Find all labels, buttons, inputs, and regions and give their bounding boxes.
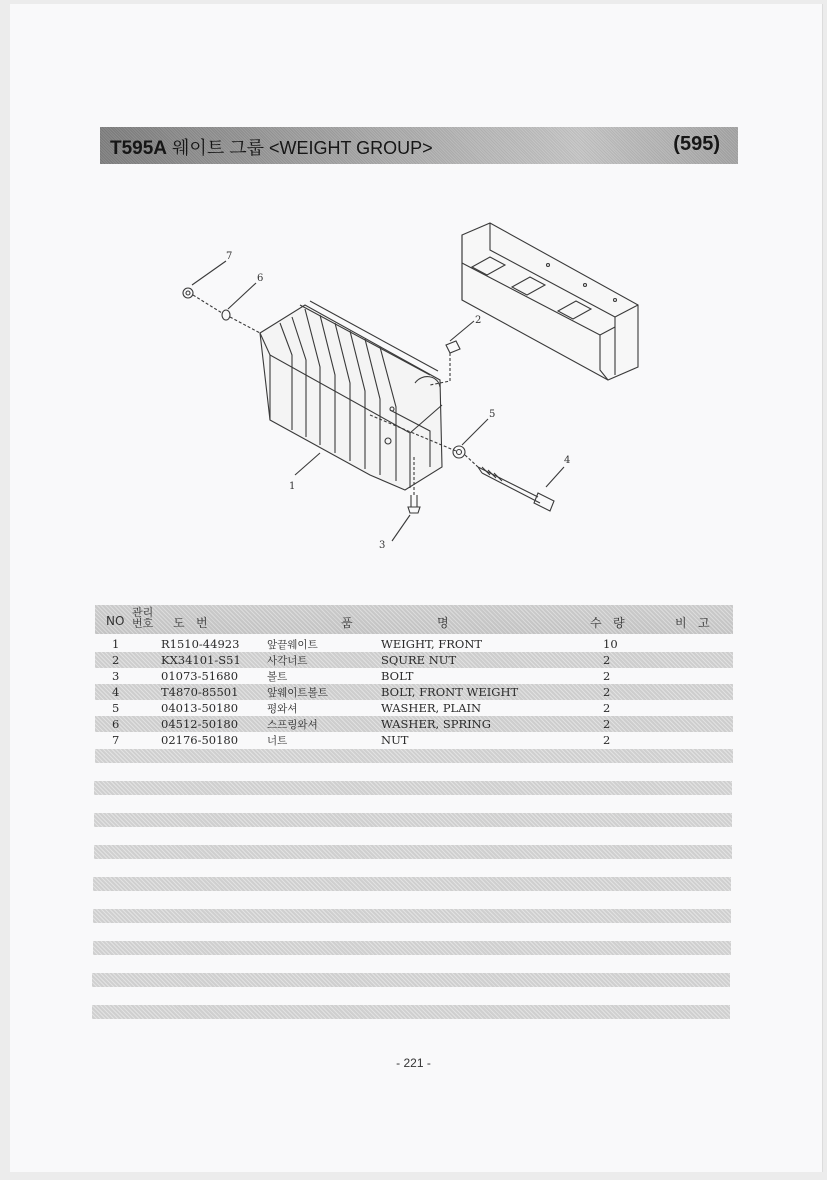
row-no: 7: [112, 733, 120, 747]
group-code: T595A: [110, 138, 168, 159]
row-quantity: 2: [603, 669, 611, 683]
row-english-name: SQURE NUT: [381, 653, 457, 667]
row-korean-name: 앞끝웨이트: [267, 639, 318, 651]
callout-7: 7: [226, 251, 233, 262]
callout-1: 1: [289, 481, 296, 492]
page-title: [110, 134, 433, 160]
title-bar: [100, 127, 738, 164]
table-row: [95, 668, 733, 684]
row-korean-name: 평와셔: [267, 703, 298, 715]
empty-row-stripe: [92, 973, 730, 987]
header-name-right: 명: [437, 616, 449, 630]
empty-row-stripe: [95, 749, 733, 763]
page-number: - 221 -: [396, 1056, 431, 1070]
row-part-number: R1510-44923: [161, 637, 240, 651]
row-korean-name: 사각너트: [267, 655, 308, 667]
empty-row-stripe: [93, 877, 731, 891]
page-reference: (595): [673, 133, 720, 155]
row-english-name: BOLT: [381, 669, 414, 683]
callout-4: 4: [564, 455, 571, 466]
empty-row-stripe: [94, 813, 732, 827]
row-korean-name: 너트: [267, 735, 288, 747]
row-no: 1: [112, 637, 120, 651]
row-part-number: 02176-50180: [161, 733, 239, 747]
row-quantity: 10: [603, 637, 618, 651]
row-no: 3: [112, 669, 120, 683]
weight-stack-drawing: [260, 301, 442, 490]
row-no: 4: [112, 685, 120, 699]
header-ref-top: 관리: [132, 606, 154, 619]
empty-row-stripe: [93, 909, 731, 923]
table-row: [95, 684, 733, 700]
empty-row-stripe: [92, 1005, 730, 1019]
row-korean-name: 볼트: [267, 671, 288, 683]
row-english-name: WASHER, SPRING: [381, 717, 491, 731]
row-part-number: 01073-51680: [161, 669, 239, 683]
header-ref-bottom: 번호: [132, 617, 154, 630]
empty-row-stripe: [94, 781, 732, 795]
callout-2: 2: [475, 315, 482, 326]
parts-table-header: [95, 605, 733, 634]
callout-5: 5: [489, 409, 496, 420]
page-sheet: [10, 4, 823, 1172]
table-row: [95, 652, 733, 668]
row-english-name: NUT: [381, 733, 409, 747]
row-english-name: WEIGHT, FRONT: [381, 637, 483, 651]
callout-3: 3: [379, 540, 386, 551]
row-no: 6: [112, 717, 120, 731]
row-no: 5: [112, 701, 120, 715]
header-ref-no: [132, 607, 153, 629]
row-part-number: T4870-85501: [161, 685, 239, 699]
header-name-left: 품: [341, 616, 353, 630]
header-no: NO: [106, 614, 125, 628]
header-drawing-no: 도 번: [173, 616, 208, 630]
exploded-parts-diagram: [160, 205, 660, 555]
header-remarks: 비 고: [675, 616, 710, 630]
row-quantity: 2: [603, 717, 611, 731]
weight-bracket-drawing: [462, 223, 638, 380]
row-quantity: 2: [603, 653, 611, 667]
row-quantity: 2: [603, 685, 611, 699]
row-quantity: 2: [603, 733, 611, 747]
table-row: [95, 716, 733, 732]
table-row: [95, 732, 733, 748]
row-english-name: BOLT, FRONT WEIGHT: [381, 685, 519, 699]
table-row: [95, 636, 733, 652]
empty-row-stripe: [94, 845, 732, 859]
row-part-number: KX34101-S51: [161, 653, 241, 667]
row-english-name: WASHER, PLAIN: [381, 701, 482, 715]
callout-6: 6: [257, 273, 264, 284]
row-part-number: 04013-50180: [161, 701, 239, 715]
row-no: 2: [112, 653, 120, 667]
table-row: [95, 700, 733, 716]
row-korean-name: 앞웨이트볼트: [267, 687, 328, 699]
row-part-number: 04512-50180: [161, 717, 239, 731]
row-korean-name: 스프링와셔: [267, 719, 318, 731]
row-quantity: 2: [603, 701, 611, 715]
header-qty: 수 량: [590, 616, 625, 630]
empty-row-stripe: [93, 941, 731, 955]
group-title: 웨이트 그룹 <WEIGHT GROUP>: [172, 138, 433, 158]
